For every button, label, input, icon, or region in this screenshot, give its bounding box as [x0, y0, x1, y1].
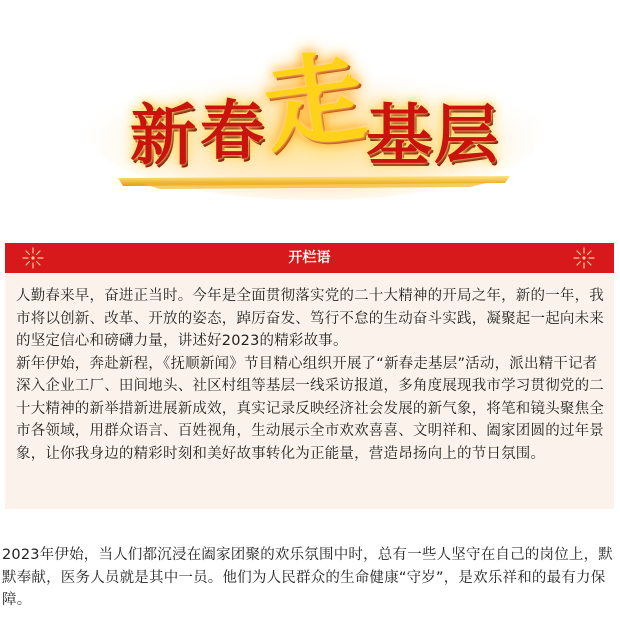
- intro-paragraph-1: 人勤春来早，奋进正当时。今年是全面贯彻落实党的二十大精神的开局之年，新的一年，我市将以创新、改革、开放的姿态，踔厉奋发、笃行不怠的生动奋斗实践，凝聚起一起向未来的坚定信心和磅礴力量，讲述好2023的精彩故事。: [16, 288, 604, 349]
- banner-char-1: 新: [130, 96, 196, 174]
- banner: [0, 0, 620, 215]
- body-paragraph: 2023年伊始，当人们都沉浸在阖家团聚的欢乐氛围中时，总有一些人坚守在自己的岗位上，默默奉献，医务人员就是其中一员。他们为人民群众的生命健康“守岁”，是欢乐祥和的最有力保障。: [2, 547, 613, 608]
- article-body: [2, 544, 616, 612]
- intro-header: [5, 243, 614, 273]
- banner-char-5: 层: [434, 98, 498, 173]
- intro-heading: 开栏语: [288, 250, 331, 266]
- intro-box: [5, 243, 614, 509]
- banner-char-2: 春: [200, 94, 264, 169]
- banner-title: [0, 0, 620, 215]
- intro-paragraph-2: 新年伊始，奔赴新程，《抚顺新闻》节目精心组织开展了“新春走基层”活动，派出精干记者深入企业工厂、田间地头、社区村组等基层一线采访报道，多角度展现我市学习贯彻党的二十大精神的新举措新进展新成效，真实记录反映经济社会发展的新气象，将笔和镜头聚焦全市各领域，用群众语言、百姓视角，生动展示全市欢欢喜喜、文明祥和、阖家团圆的过年景象，让你我身边的精彩时刻和美好故事转化为正能量，营造昂扬向上的节日氛围。: [16, 355, 604, 462]
- firework-icon: [572, 246, 596, 270]
- banner-char-3: 走: [256, 36, 372, 168]
- intro-text: [16, 285, 604, 465]
- banner-char-4: 基: [366, 96, 432, 174]
